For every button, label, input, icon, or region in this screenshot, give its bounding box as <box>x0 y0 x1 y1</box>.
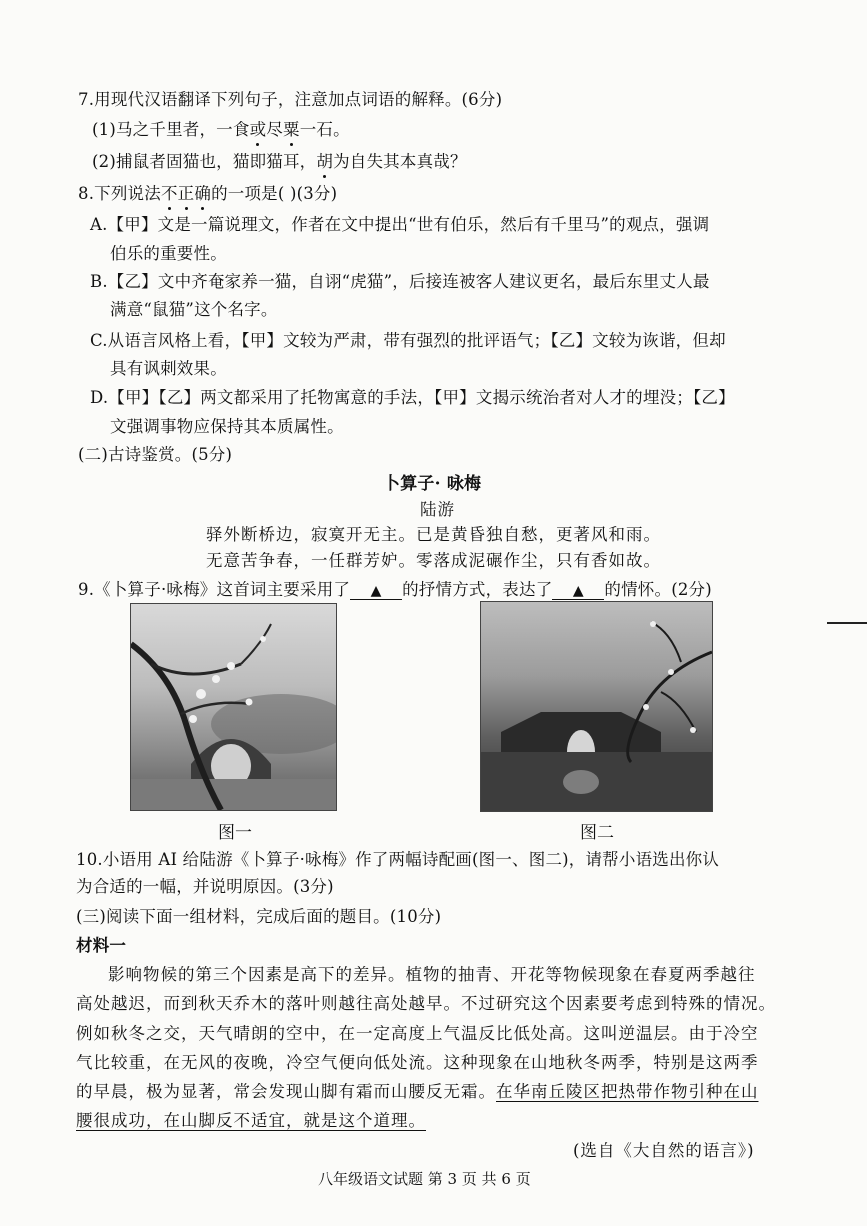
q8-option-a-line1: A.【甲】文是一篇说理文，作者在文中提出“世有伯乐，然后有千里马”的观点，强调 <box>90 215 710 234</box>
section-2-heading: (二)古诗鉴赏。(5分) <box>78 445 233 464</box>
q8-option-d-line2: 文强调事物应保持其本质属性。 <box>110 417 344 436</box>
material-1-underlined-text: 在华南丘陵区把热带作物引种在山 <box>496 1082 759 1101</box>
triangle-icon: ▲ <box>370 583 382 599</box>
q7-s1-dotted-word-2: 粟 <box>283 116 300 140</box>
material-1-source: (选自《大自然的语言》) <box>573 1141 755 1160</box>
q7-s1-text-end: 一石。 <box>299 120 350 139</box>
q7-stem: 7.用现代汉语翻译下列句子，注意加点词语的解释。(6分) <box>78 90 503 109</box>
q8-option-d-line1: D.【甲】【乙】两文都采用了托物寓意的手法，【甲】文揭示统治者对人才的埋没；【乙】 <box>90 388 735 407</box>
q10-line-1: 10.小语用 AI 给陆游《卜算子·咏梅》作了两幅诗配画(图一、图二)，请帮小语选出你认 <box>76 850 720 869</box>
q8-option-c-line1: C.从语言风格上看，【甲】文较为严肃，带有强烈的批评语气；【乙】文较为诙谐，但却 <box>90 331 726 350</box>
q10-line-2: 为合适的一幅，并说明原因。(3分) <box>76 877 334 896</box>
figure-2-caption: 图二 <box>580 823 614 843</box>
q8-option-a-line2: 伯乐的重要性。 <box>110 244 227 263</box>
q9-question <box>78 576 712 600</box>
q8-dotted-char-2: 正 <box>178 180 195 204</box>
material-1-underlined-text-2: 腰很成功，在山脚反不适宜，就是这个道理。 <box>76 1111 426 1130</box>
material-1-heading: 材料一 <box>76 936 127 955</box>
q9-blank-1[interactable] <box>350 580 402 600</box>
q7-s1-dotted-word: 或 <box>250 116 267 140</box>
poem-line-1: 驿外断桥边，寂寞开无主。已是黄昏独自愁，更著风和雨。 <box>206 525 661 544</box>
q8-stem-end: 的一项是( )(3分) <box>211 184 338 203</box>
material-1-line-5-text: 的早晨，极为显著，常会发现山脚有霜而山腰反无霜。 <box>76 1082 496 1101</box>
q8-dotted-char-3: 确 <box>194 180 211 204</box>
q8-option-c-line2: 具有讽刺效果。 <box>110 359 227 378</box>
page-footer: 八年级语文试题 第 3 页 共 6 页 <box>318 1170 531 1188</box>
figure-2-image <box>480 601 713 812</box>
q7-s1-text-mid: 尽 <box>266 120 283 139</box>
figure-1-image <box>130 603 337 811</box>
poem-author: 陆游 <box>420 500 455 519</box>
q7-s1-text: (1)马之千里者，一食 <box>92 120 250 139</box>
plum-bridge-illustration-1 <box>131 604 336 810</box>
page-edge-mark <box>827 622 867 624</box>
poem-line-2: 无意苦争春，一任群芳妒。零落成泥碾作尘，只有香如故。 <box>206 551 661 570</box>
material-1-line-6 <box>76 1107 426 1131</box>
figure-1-caption: 图一 <box>218 823 252 843</box>
poem-title: 卜算子· 咏梅 <box>383 474 482 494</box>
material-1-line-3: 例如秋冬之交，天气晴朗的空中，在一定高度上气温反比低处高。这叫逆温层。由于冷空 <box>76 1024 759 1043</box>
q9-text: 9.《卜算子·咏梅》这首词主要采用了 <box>78 580 351 599</box>
q9-text-mid: 的抒情方式，表达了 <box>402 580 553 599</box>
q7-sentence-1 <box>92 116 350 140</box>
q8-dotted-char-1: 不 <box>161 180 178 204</box>
q7-s2-dotted-word: 胡 <box>316 148 333 172</box>
material-1-line-4: 气比较重，在无风的夜晚，冷空气便向低处流。这种现象在山地秋冬两季，特别是这两季 <box>76 1053 759 1072</box>
q8-option-b-line2: 满意“鼠猫”这个名字。 <box>110 300 278 319</box>
q9-text-end: 的情怀。(2分) <box>604 580 712 599</box>
q9-blank-2[interactable] <box>552 580 604 600</box>
q8-stem <box>78 180 337 204</box>
material-1-line-1: 影响物候的第三个因素是高下的差异。植物的抽青、开花等物候现象在春夏两季越往 <box>108 965 756 984</box>
q7-s2-text: (2)捕鼠者固猫也，猫即猫耳， <box>92 152 317 171</box>
material-1-line-2: 高处越迟，而到秋天乔木的落叶则越往高处越早。不过研究这个因素要考虑到特殊的情况。 <box>76 994 776 1013</box>
q8-option-b-line1: B.【乙】文中齐奄家养一猫，自诩“虎猫”，后接连被客人建议更名，最后东里丈人最 <box>90 272 710 291</box>
q8-stem-text: 8.下列说法 <box>78 184 161 203</box>
q7-s2-text-end: 为自失其本真哉？ <box>333 152 467 171</box>
triangle-icon: ▲ <box>572 583 584 599</box>
plum-bridge-illustration-2 <box>481 602 712 811</box>
material-1-line-5 <box>76 1078 759 1102</box>
q7-sentence-2 <box>92 148 467 172</box>
section-3-heading: (三)阅读下面一组材料，完成后面的题目。(10分) <box>76 907 442 926</box>
